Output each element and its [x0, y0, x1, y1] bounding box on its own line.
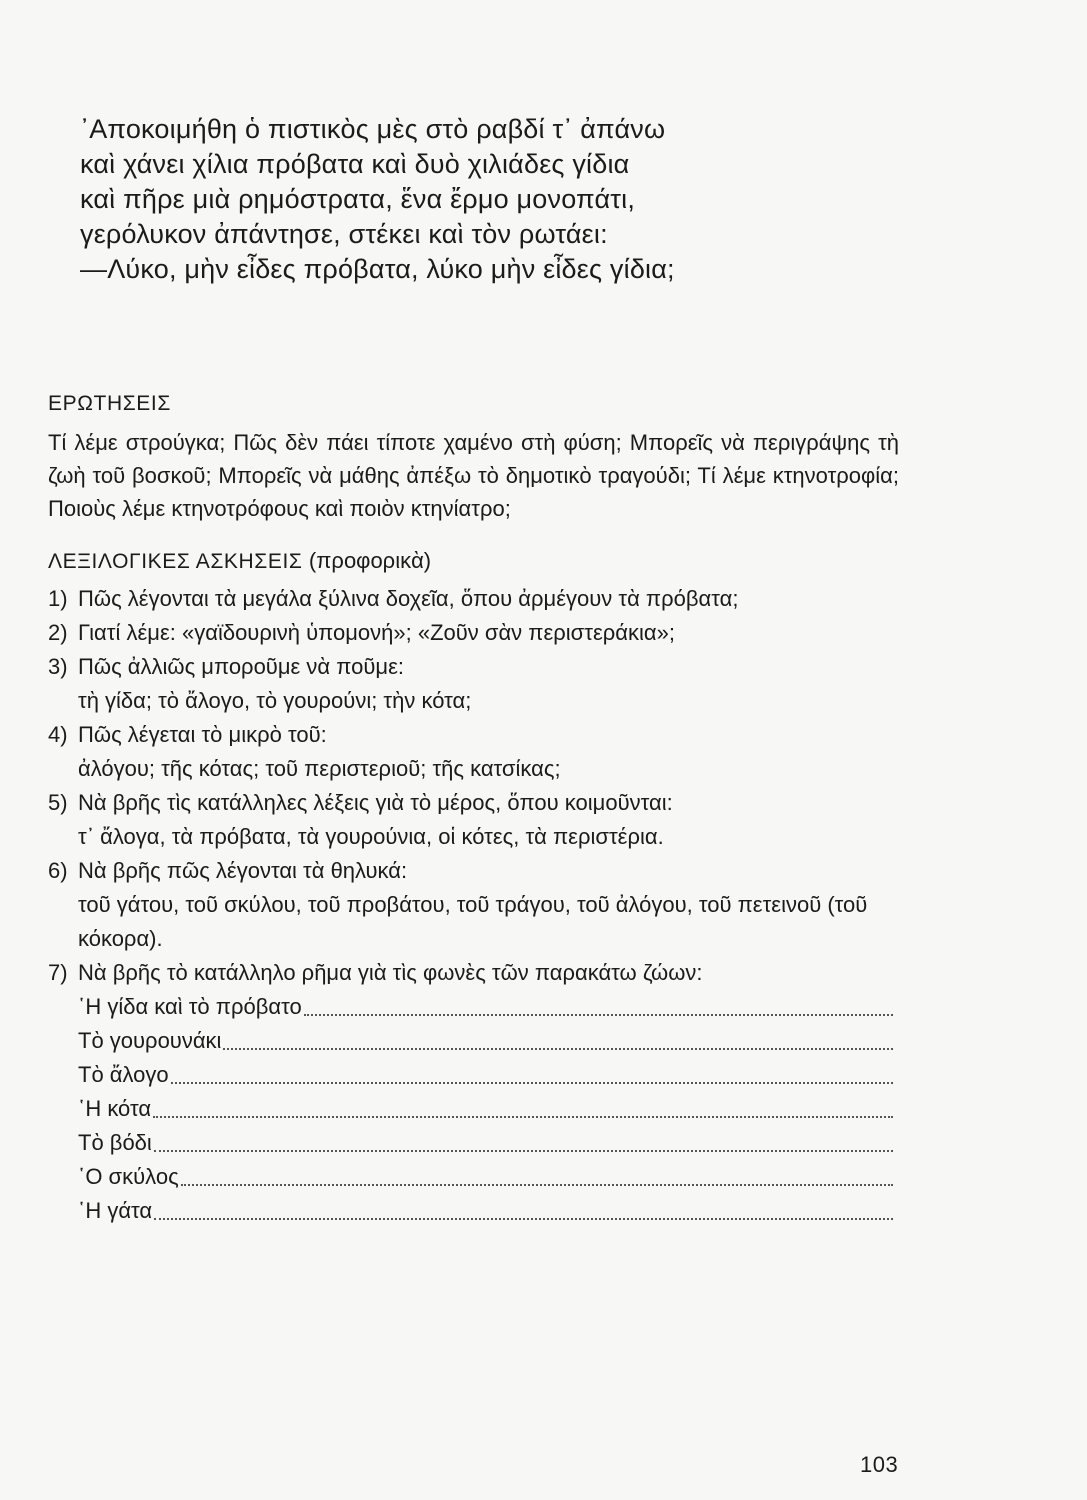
exercise-item [48, 650, 899, 684]
exercise-number: 7) [48, 960, 68, 985]
fill-in-row [78, 1024, 893, 1058]
poem [80, 112, 899, 287]
exercise-number: 1) [48, 586, 68, 611]
exercise-continuation: ἀλόγου; τῆς κότας; τοῦ περιστεριοῦ; τῆς κατσίκας; [78, 756, 561, 781]
vocabulary-heading [48, 547, 899, 576]
exercise-item [48, 718, 899, 752]
fill-in-label: ῾Η γάτα [78, 1198, 153, 1223]
fill-in-label: Τὸ γουρουνάκι [78, 1028, 222, 1053]
exercise-number: 6) [48, 858, 68, 883]
exercise-continuation: τοῦ γάτου, τοῦ σκύλου, τοῦ προβάτου, τοῦ τράγου, τοῦ ἀλόγου, τοῦ πετεινοῦ (τοῦ κόκορα). [78, 892, 868, 951]
exercise-number: 3) [48, 654, 68, 679]
fill-in-row [78, 1092, 893, 1126]
exercise-item [48, 956, 899, 990]
fill-in-blank [153, 1115, 893, 1118]
exercise-item [48, 616, 899, 650]
poem-line: γερόλυκον ἀπάντησε, στέκει καὶ τὸν ρωτάει: [80, 219, 608, 249]
fill-in-blank [154, 1217, 893, 1220]
vocabulary-heading-subtitle: (προφορικὰ) [308, 548, 432, 573]
fill-in-row [78, 990, 893, 1024]
exercise-number: 5) [48, 790, 68, 815]
exercise-item [48, 582, 899, 616]
exercise-item [48, 854, 899, 888]
exercise-list [48, 582, 899, 1228]
exercise-continuation: τ᾿ ἄλογα, τὰ πρόβατα, τὰ γουρούνια, οἱ κότες, τὰ περιστέρια. [78, 824, 664, 849]
vocabulary-heading-title: ΛΕΞΙΛΟΓΙΚΕΣ ΑΣΚΗΣΕΙΣ [48, 550, 303, 573]
poem-line: —Λύκο, μὴν εἶδες πρόβατα, λύκο μὴν εἶδες γίδια; [80, 254, 675, 284]
exercise-text: Νὰ βρῆς τὸ κατάλληλο ρῆμα γιὰ τὶς φωνὲς τῶν παρακάτω ζώων: [78, 960, 703, 985]
fill-in-blank [154, 1149, 893, 1152]
fill-in-row [78, 1160, 893, 1194]
questions-body: Τί λέμε στρούγκα; Πῶς δὲν πάει τίποτε χαμένο στὴ φύση; Μπορεῖς νὰ περιγράψης τὴ ζωὴ τοῦ βοσκοῦ; Μπορεῖς νὰ μάθης ἀπέξω τὸ δημοτικὸ τραγούδι; Τί λέμε κτηνοτροφία; Ποιοὺς λέμε κτηνοτρόφους καὶ ποιὸν κτηνίατρο; [48, 430, 899, 521]
fill-in-blank [304, 1013, 893, 1016]
exercise-item [48, 786, 899, 820]
questions-heading: ΕΡΩΤΗΣΕΙΣ [48, 392, 171, 415]
poem-line: ᾿Αποκοιμήθη ὁ πιστικὸς μὲς στὸ ραβδί τ᾿ ἀπάνω [80, 114, 666, 144]
exercise-text: Νὰ βρῆς πῶς λέγονται τὰ θηλυκά: [78, 858, 408, 883]
exercise-text: Πῶς ἀλλιῶς μποροῦμε νὰ ποῦμε: [78, 654, 404, 679]
fill-in-label: ῾Ο σκύλος [78, 1164, 179, 1189]
poem-line: καὶ πῆρε μιὰ ρημόστρατα, ἕνα ἔρμο μονοπάτι, [80, 184, 636, 214]
page-number: 103 [860, 1452, 899, 1477]
fill-in-blank [181, 1183, 893, 1186]
fill-in-row [78, 1126, 893, 1160]
fill-in-label: ῾Η κότα [78, 1096, 152, 1121]
fill-in-blank [171, 1081, 893, 1084]
fill-in-label: ῾Η γίδα καὶ τὸ πρόβατο [78, 994, 302, 1019]
fill-in-label: Τὸ βόδι [78, 1130, 152, 1155]
poem-line: καὶ χάνει χίλια πρόβατα καὶ δυὸ χιλιάδες γίδια [80, 149, 630, 179]
fill-in-blank [223, 1047, 893, 1050]
fill-in-row [78, 1194, 893, 1228]
fill-in-label: Τὸ ἄλογο [78, 1062, 169, 1087]
exercise-continuation: τὴ γίδα; τὸ ἄλογο, τὸ γουρούνι; τὴν κότα; [78, 688, 472, 713]
exercise-number: 2) [48, 620, 68, 645]
exercise-number: 4) [48, 722, 68, 747]
exercise-text: Γιατί λέμε: «γαϊδουρινὴ ὑπομονή»; «Ζοῦν σὰν περιστεράκια»; [78, 620, 675, 645]
fill-in-row [78, 1058, 893, 1092]
exercise-text: Νὰ βρῆς τὶς κατάλληλες λέξεις γιὰ τὸ μέρος, ὅπου κοιμοῦνται: [78, 790, 673, 815]
exercise-text: Πῶς λέγεται τὸ μικρὸ τοῦ: [78, 722, 327, 747]
exercise-text: Πῶς λέγονται τὰ μεγάλα ξύλινα δοχεῖα, ὅπου ἀρμέγουν τὰ πρόβατα; [78, 586, 739, 611]
